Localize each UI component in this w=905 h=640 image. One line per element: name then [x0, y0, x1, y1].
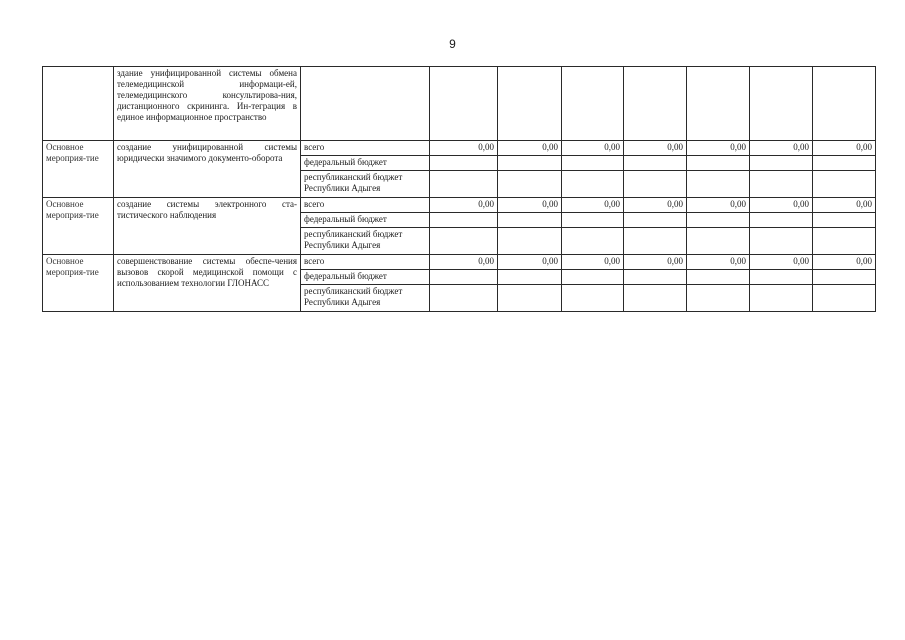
value-cell — [687, 171, 750, 198]
value-cell: 0,00 — [624, 255, 687, 270]
value-cell — [624, 285, 687, 312]
budget-table — [42, 66, 876, 312]
value-cell: 0,00 — [687, 141, 750, 156]
value-cell — [813, 270, 876, 285]
value-cell — [687, 67, 750, 141]
value-cell — [687, 228, 750, 255]
page-number: 9 — [449, 37, 456, 51]
value-cell — [750, 67, 813, 141]
value-cell: 0,00 — [750, 198, 813, 213]
value-cell: 0,00 — [430, 141, 498, 156]
value-cell — [430, 156, 498, 171]
value-cell — [562, 213, 624, 228]
value-cell — [813, 213, 876, 228]
source-cell — [301, 67, 430, 141]
value-cell — [498, 270, 562, 285]
value-cell — [498, 67, 562, 141]
value-cell — [498, 213, 562, 228]
value-cell — [498, 228, 562, 255]
value-cell: 0,00 — [430, 255, 498, 270]
value-cell — [562, 228, 624, 255]
event-description-cell: создание унифицированной системы юридически значимого документо-оборота — [114, 141, 301, 198]
table-body — [43, 67, 876, 312]
value-cell: 0,00 — [562, 255, 624, 270]
value-cell — [750, 213, 813, 228]
value-cell — [687, 285, 750, 312]
value-cell: 0,00 — [750, 141, 813, 156]
value-cell — [498, 285, 562, 312]
value-cell — [624, 228, 687, 255]
value-cell — [750, 228, 813, 255]
funding-source-cell: федеральный бюджет — [301, 213, 430, 228]
value-cell: 0,00 — [750, 255, 813, 270]
value-cell — [624, 171, 687, 198]
value-cell — [562, 270, 624, 285]
value-cell — [624, 270, 687, 285]
value-cell — [624, 213, 687, 228]
value-cell — [813, 156, 876, 171]
value-cell — [813, 171, 876, 198]
table-row — [43, 67, 876, 141]
event-type-cell: Основное мероприя-тие — [43, 255, 114, 312]
value-cell — [750, 285, 813, 312]
value-cell — [430, 213, 498, 228]
table-row — [43, 141, 876, 156]
value-cell — [624, 67, 687, 141]
value-cell — [562, 67, 624, 141]
type-cell — [43, 67, 114, 141]
funding-source-cell: республиканский бюджет Республики Адыгея — [301, 228, 430, 255]
value-cell: 0,00 — [687, 255, 750, 270]
funding-source-cell: федеральный бюджет — [301, 156, 430, 171]
table-row — [43, 198, 876, 213]
value-cell — [687, 270, 750, 285]
funding-source-cell: всего — [301, 255, 430, 270]
value-cell — [430, 285, 498, 312]
value-cell — [562, 156, 624, 171]
value-cell — [562, 171, 624, 198]
value-cell — [750, 270, 813, 285]
value-cell: 0,00 — [430, 198, 498, 213]
event-type-cell: Основное мероприя-тие — [43, 141, 114, 198]
value-cell — [430, 171, 498, 198]
value-cell — [813, 228, 876, 255]
value-cell — [498, 156, 562, 171]
value-cell: 0,00 — [498, 141, 562, 156]
value-cell: 0,00 — [813, 255, 876, 270]
value-cell: 0,00 — [624, 198, 687, 213]
description-cell: здание унифицированной системы обмена телемедицинской информаци-ей, телемедицинского консультирова-ния, дистанционного скрининга. Ин-теграция в единое информационное пространство — [114, 67, 301, 141]
table-row — [43, 255, 876, 270]
value-cell: 0,00 — [624, 141, 687, 156]
value-cell — [750, 156, 813, 171]
value-cell — [687, 213, 750, 228]
value-cell — [813, 67, 876, 141]
value-cell: 0,00 — [813, 198, 876, 213]
value-cell: 0,00 — [562, 141, 624, 156]
value-cell: 0,00 — [498, 255, 562, 270]
value-cell — [687, 156, 750, 171]
value-cell — [562, 285, 624, 312]
value-cell — [430, 228, 498, 255]
value-cell: 0,00 — [498, 198, 562, 213]
value-cell: 0,00 — [813, 141, 876, 156]
value-cell — [624, 156, 687, 171]
funding-source-cell: всего — [301, 198, 430, 213]
value-cell: 0,00 — [562, 198, 624, 213]
value-cell — [750, 171, 813, 198]
value-cell — [813, 285, 876, 312]
event-description-cell: совершенствование системы обеспе-чения вызовов скорой медицинской помощи с использованием технологии ГЛОНАСС — [114, 255, 301, 312]
funding-source-cell: республиканский бюджет Республики Адыгея — [301, 171, 430, 198]
event-description-cell: создание системы электронного ста-тистического наблюдения — [114, 198, 301, 255]
value-cell — [430, 270, 498, 285]
funding-source-cell: республиканский бюджет Республики Адыгея — [301, 285, 430, 312]
value-cell — [430, 67, 498, 141]
value-cell — [498, 171, 562, 198]
value-cell: 0,00 — [687, 198, 750, 213]
event-type-cell: Основное мероприя-тие — [43, 198, 114, 255]
funding-source-cell: всего — [301, 141, 430, 156]
funding-source-cell: федеральный бюджет — [301, 270, 430, 285]
